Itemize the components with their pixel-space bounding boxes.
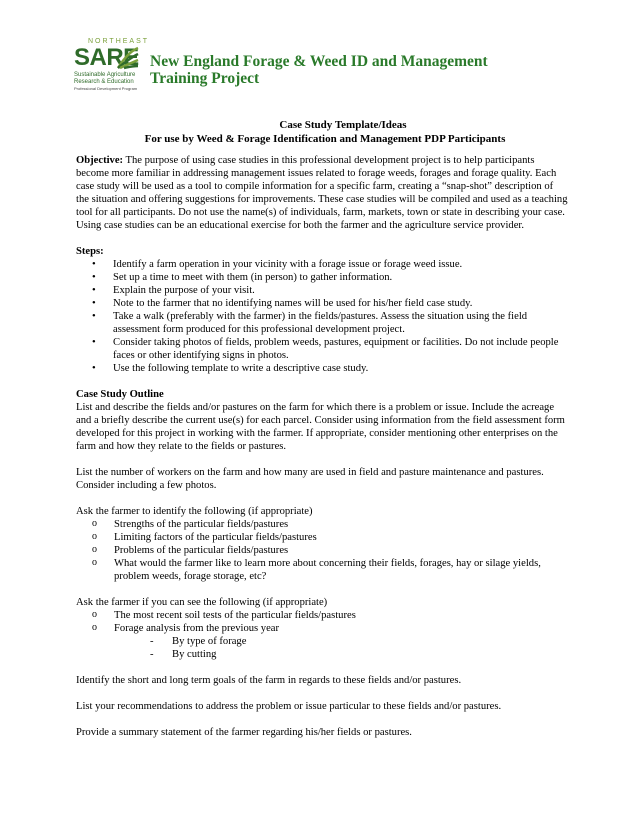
steps-list-item: • Explain the purpose of your visit.: [76, 284, 568, 297]
project-title-line-2: Training Project: [150, 70, 260, 87]
template-title-line-2: For use by Weed & Forage Identification and Management PDP Participants: [144, 133, 506, 145]
ask-identify-list: [76, 518, 568, 583]
steps-heading: Steps:: [76, 246, 104, 257]
project-title-line-1: New England Forage & Weed ID and Management: [150, 53, 488, 70]
ask-see-item: o Forage analysis from the previous year: [76, 622, 568, 635]
logo-subtitle-2: Research & Education: [74, 79, 134, 85]
template-title-line-1: Case Study Template/Ideas: [279, 119, 407, 131]
steps-list-item: • Take a walk (preferably with the farmer) in the fields/pastures. Assess the situation using the field assessment form produced for this professional development project.: [76, 310, 568, 336]
template-title: [0, 118, 640, 146]
ask-see-item: o The most recent soil tests of the particular fields/pastures: [76, 609, 568, 622]
ask-identify-item: o What would the farmer like to learn more about concerning their fields, forages, hay or silage yields, problem weeds, forage storage, etc?: [76, 557, 568, 583]
steps-list-item: • Set up a time to meet with them (in person) to gather information.: [76, 271, 568, 284]
ask-identify-item: o Strengths of the particular fields/pastures: [76, 518, 568, 531]
outline-paragraph-5: Provide a summary statement of the farmer regarding his/her fields or pastures.: [76, 727, 412, 738]
ask-identify-item: o Problems of the particular fields/pastures: [76, 544, 568, 557]
ask-identify-item: o Limiting factors of the particular fields/pastures: [76, 531, 568, 544]
outline-heading: Case Study Outline: [76, 389, 164, 400]
project-title: [150, 53, 550, 87]
outline-paragraph-4: List your recommendations to address the problem or issue particular to these fields and/or pastures.: [76, 701, 502, 712]
forage-analysis-subitem: - By type of forage: [76, 635, 568, 648]
ask-see-list: [76, 609, 568, 635]
sare-logo: [74, 38, 150, 108]
steps-list: [76, 258, 568, 375]
outline-paragraph-3: Identify the short and long term goals of the farm in regards to these fields and/or pastures.: [76, 675, 462, 686]
logo-field-icon: [116, 46, 140, 70]
steps-list-item: • Consider taking photos of fields, problem weeds, pastures, equipment or facilities. Do not include people faces or other identifying signs in photos.: [76, 336, 568, 362]
objective-label: Objective:: [76, 155, 124, 166]
forage-analysis-subitem: - By cutting: [76, 648, 568, 661]
steps-list-item: • Identify a farm operation in your vicinity with a forage issue or forage weed issue.: [76, 258, 568, 271]
ask-identify-intro: Ask the farmer to identify the following (if appropriate): [76, 506, 313, 517]
forage-analysis-sublist: [76, 635, 568, 661]
objective-text: The purpose of using case studies in this professional development project is to help participants become more familiar in addressing management issues related to forage weeds, forages and forage quality. Each case study will be used as a tool to compile information for a specific farm, creating a “snap-shot” description of the situation and offering suggestions for improvements. These case studies will be compiled and used as a teaching tool for all participants. Do not use the name(s) of individuals, farm, markets, town or state in describing your case. Using case studies can be an educational exercise for both the farmer and the agriculture service provider.: [76, 155, 568, 231]
logo-northeast-text: NORTHEAST: [88, 38, 150, 45]
ask-see-intro: Ask the farmer if you can see the following (if appropriate): [76, 597, 328, 608]
logo-subtitle-3: Professional Development Program: [74, 86, 138, 91]
outline-paragraph-1: List and describe the fields and/or pastures on the farm for which there is a problem or issue. Include the acreage and a briefly describe the current use(s) for each parcel. Consider using information from the field assessment form developed for this project in working with the farmer. If appropriate, consider mentioning other enterprises on the farm and how they relate to the fields or pastures.: [76, 402, 565, 452]
steps-list-item: • Note to the farmer that no identifying names will be used for his/her field case study.: [76, 297, 568, 310]
objective-paragraph: [76, 154, 568, 232]
outline-paragraph-2: List the number of workers on the farm and how many are used in field and pasture maintenance and pastures. Consider including a few photos.: [76, 467, 544, 491]
logo-subtitle-1: Sustainable Agriculture: [74, 72, 136, 78]
steps-list-item: • Use the following template to write a descriptive case study.: [76, 362, 568, 375]
document-body: [76, 154, 568, 752]
logo-sare-text: SARE: [74, 44, 139, 71]
